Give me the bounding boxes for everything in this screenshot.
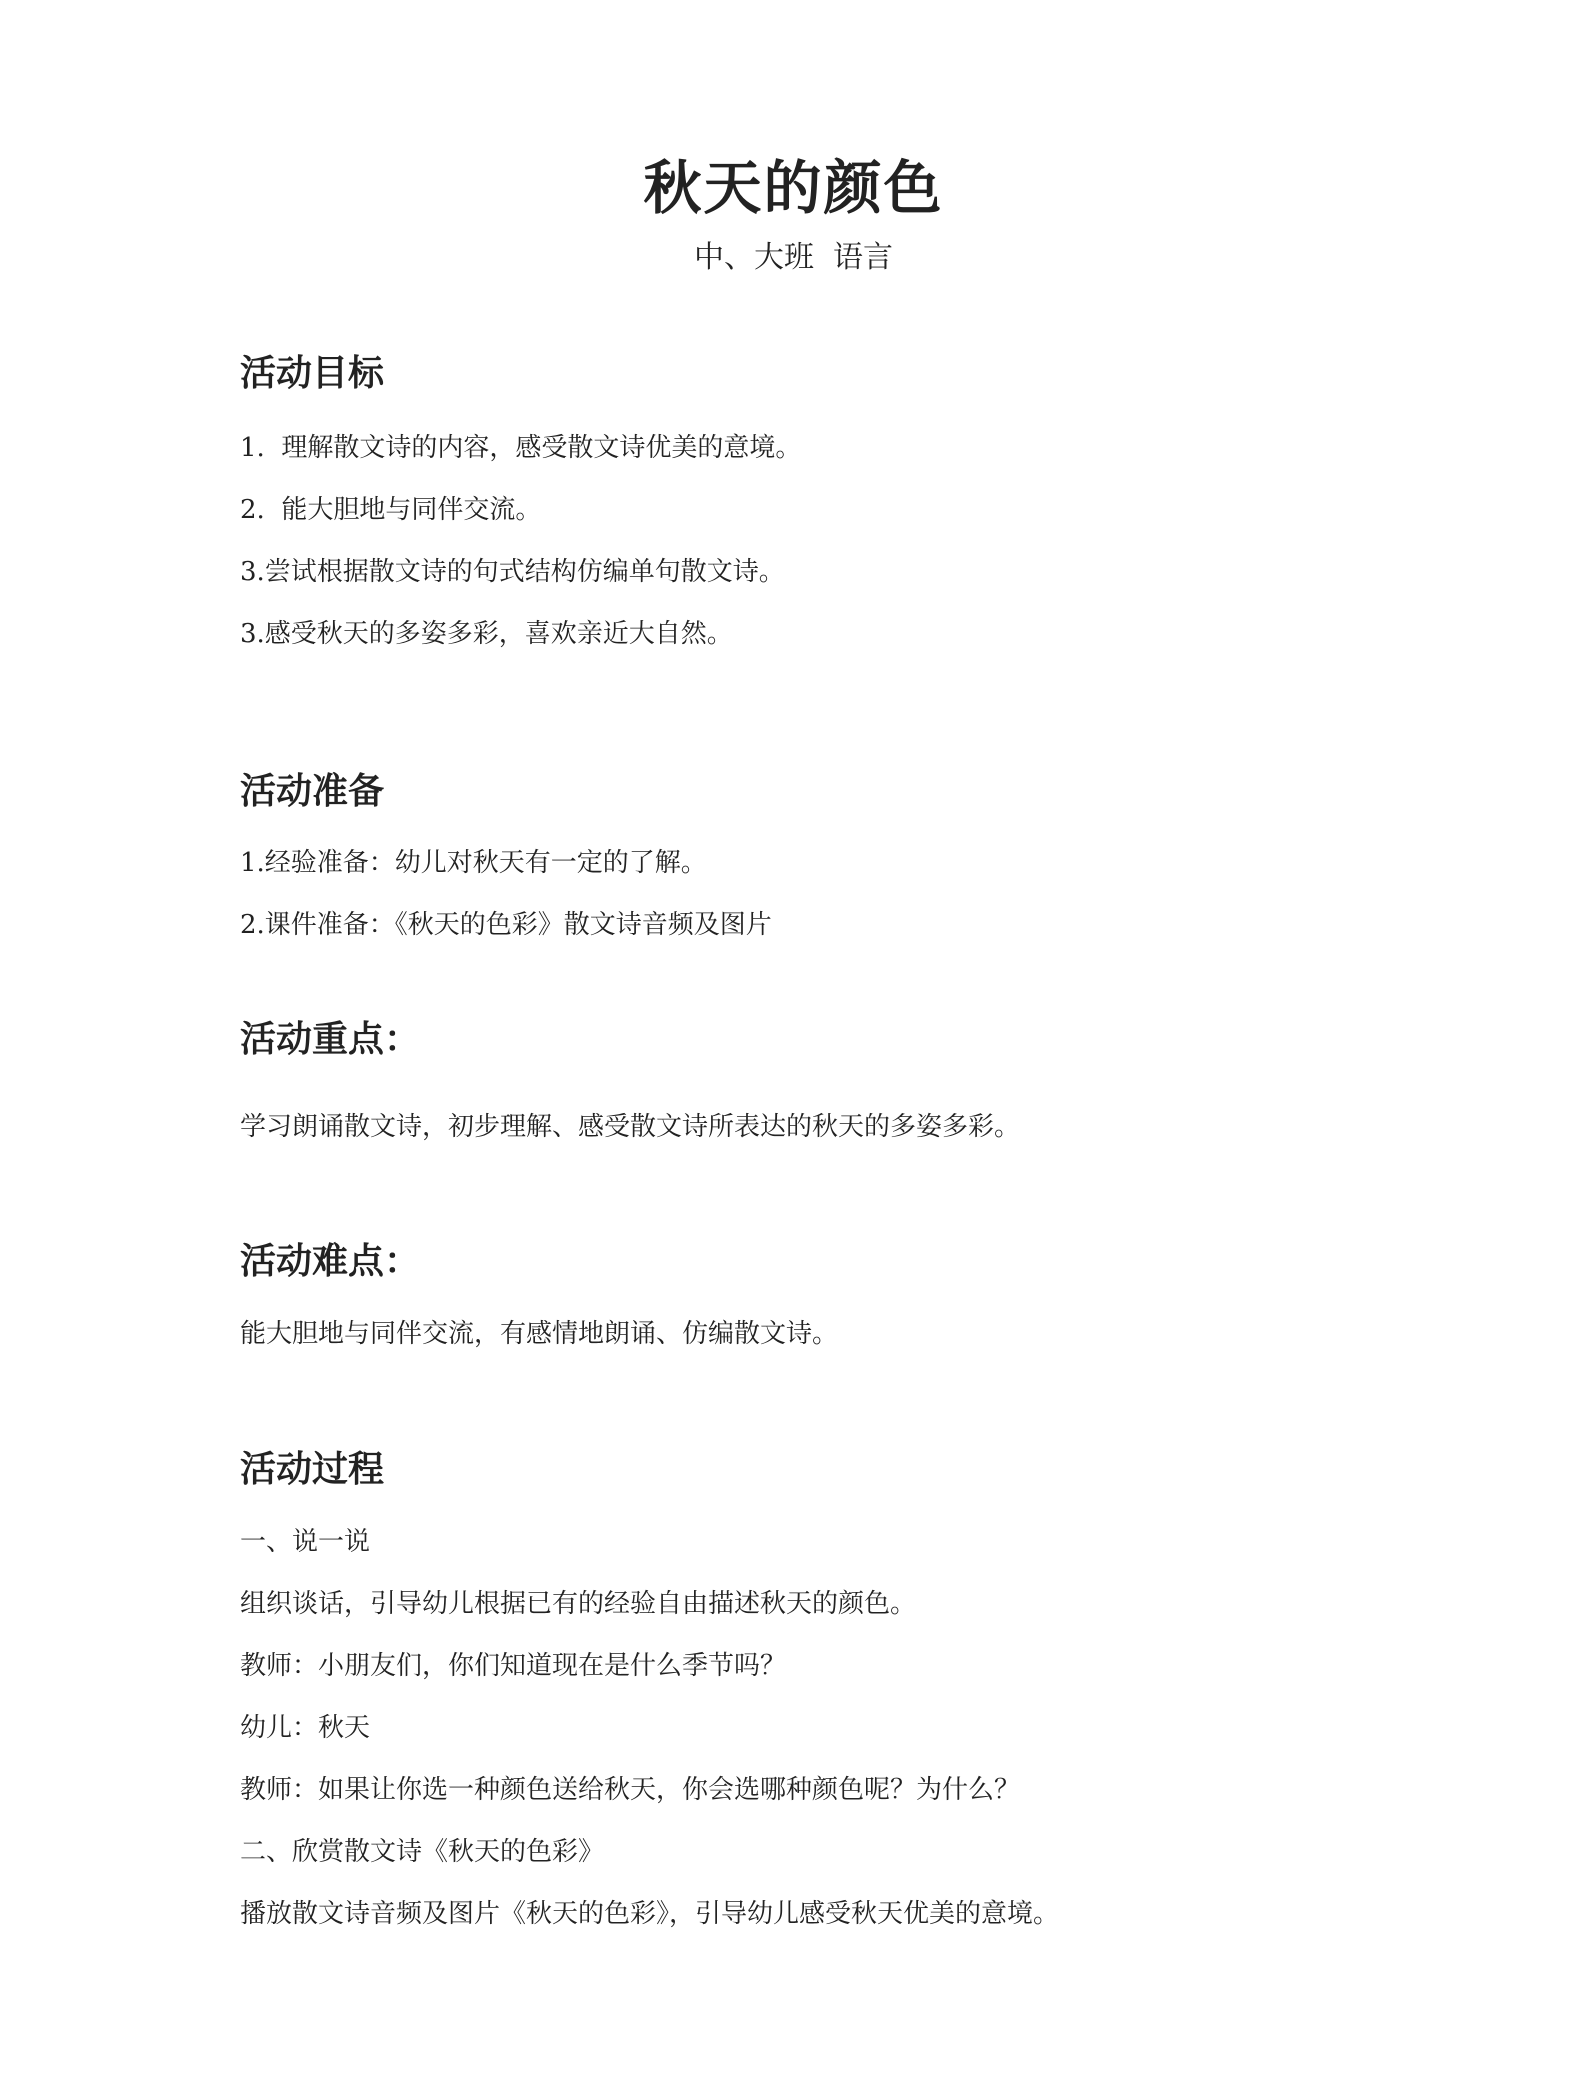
process-line: 教师：小朋友们，你们知道现在是什么季节吗？: [240, 1651, 787, 1681]
process-line: 教师：如果让你选一种颜色送给秋天，你会选哪种颜色呢？为什么？: [240, 1775, 1021, 1805]
document-subtitle: 中、大班 语言: [693, 240, 894, 275]
preparation-item: 1.经验准备：幼儿对秋天有一定的了解。: [240, 848, 707, 878]
section-heading-difficulty: 活动难点：: [240, 1240, 421, 1282]
section-heading-key-point: 活动重点：: [240, 1018, 421, 1060]
preparation-item: 2.课件准备：《秋天的色彩》散文诗音频及图片: [240, 910, 772, 940]
section-heading-goals: 活动目标: [240, 352, 385, 394]
process-line: 幼儿：秋天: [240, 1713, 371, 1743]
process-line: 一、说一说: [240, 1527, 371, 1557]
difficulty-text: 能大胆地与同伴交流，有感情地朗诵、仿编散文诗。: [240, 1319, 839, 1349]
document-title: 秋天的颜色: [643, 154, 944, 222]
process-line: 组织谈话，引导幼儿根据已有的经验自由描述秋天的颜色。: [240, 1589, 917, 1619]
goal-item: 1. 理解散文诗的内容，感受散文诗优美的意境。: [240, 433, 802, 463]
process-line: 二、欣赏散文诗《秋天的色彩》: [240, 1837, 605, 1867]
goal-item: 2. 能大胆地与同伴交流。: [240, 495, 542, 525]
goal-item: 3.尝试根据散文诗的句式结构仿编单句散文诗。: [240, 557, 785, 587]
process-line: 播放散文诗音频及图片《秋天的色彩》，引导幼儿感受秋天优美的意境。: [240, 1899, 1060, 1929]
key-point-text: 学习朗诵散文诗，初步理解、感受散文诗所表达的秋天的多姿多彩。: [240, 1112, 1021, 1142]
section-heading-process: 活动过程: [240, 1448, 385, 1490]
section-heading-preparation: 活动准备: [240, 770, 385, 812]
goal-item: 3.感受秋天的多姿多彩，喜欢亲近大自然。: [240, 619, 733, 649]
